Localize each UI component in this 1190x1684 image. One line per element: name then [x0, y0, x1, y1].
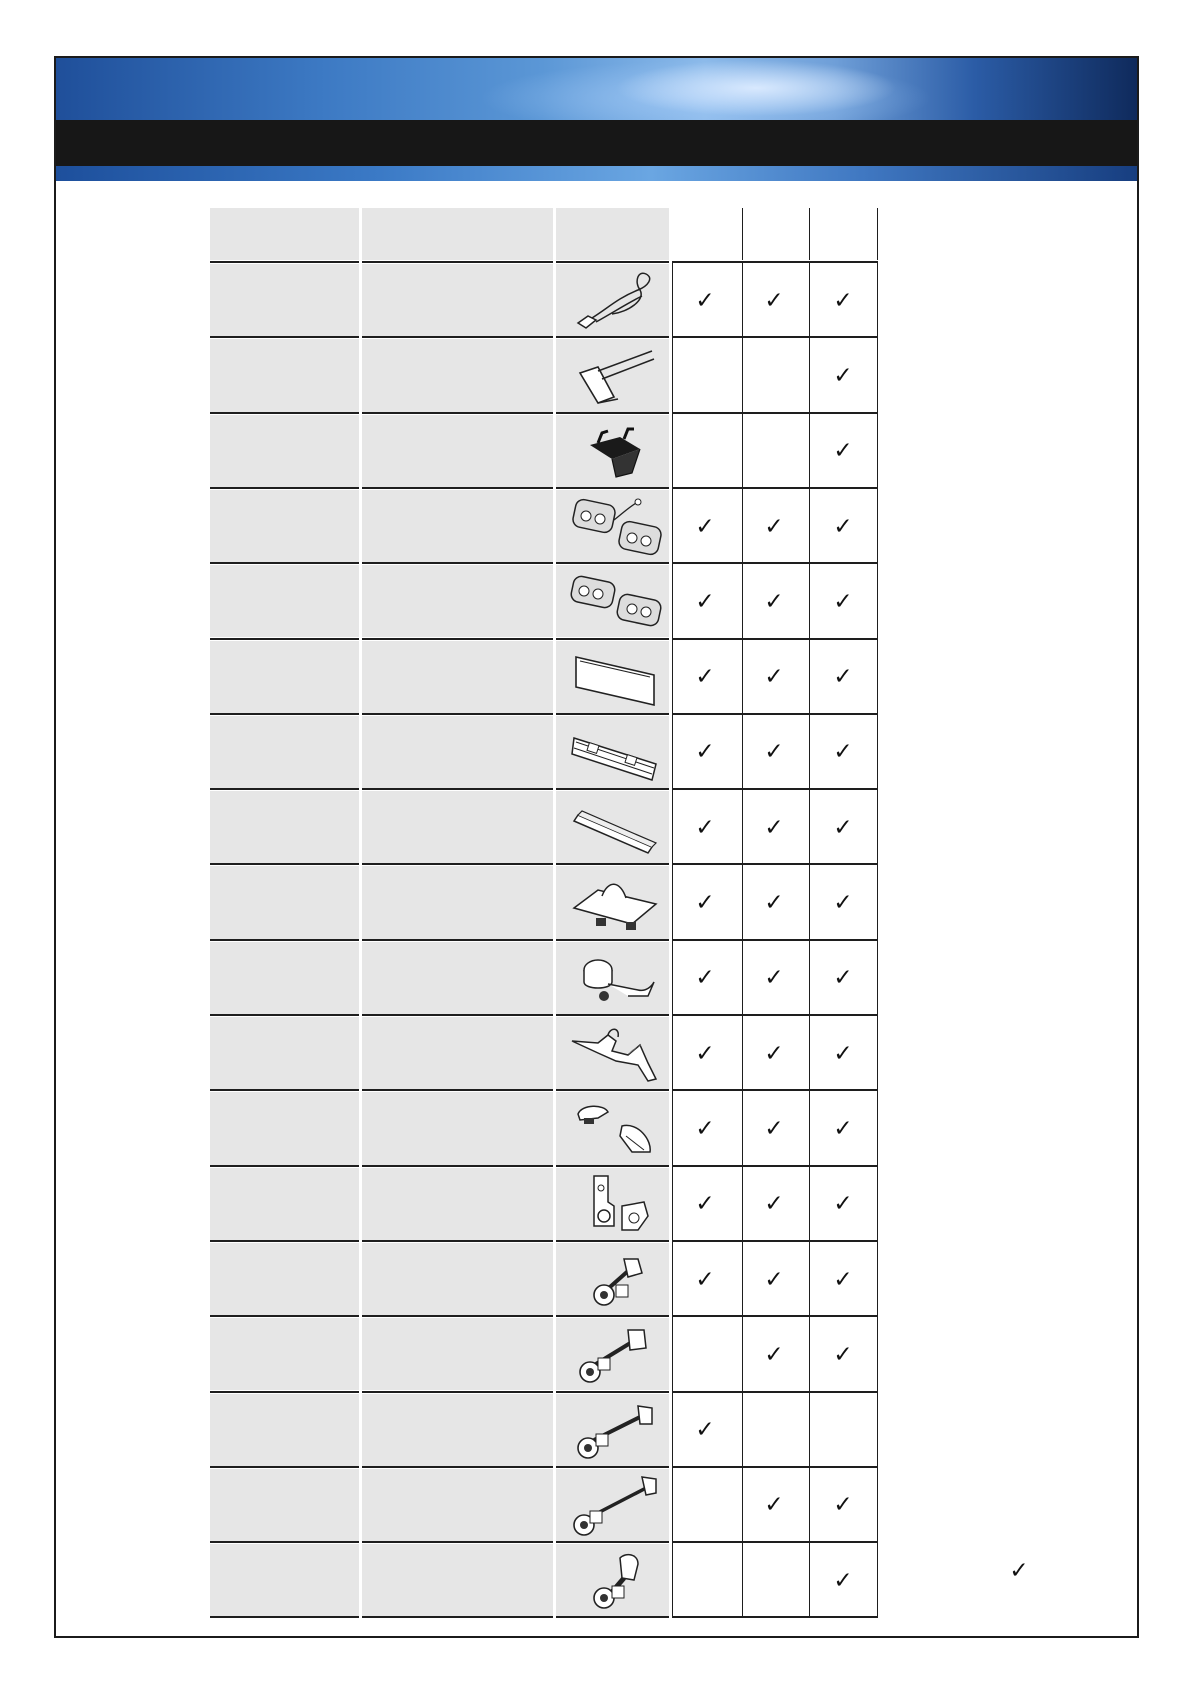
- row-divider-line: [210, 1391, 359, 1393]
- row-divider-line: [210, 487, 359, 489]
- scraper-icon: [568, 343, 664, 409]
- row-divider-line: [556, 412, 669, 414]
- check-mark: ✓: [833, 513, 853, 540]
- row-divider-line: [672, 562, 877, 564]
- row-divider-line: [556, 1089, 669, 1091]
- row-divider-line: [210, 1014, 359, 1016]
- check-mark: ✓: [695, 739, 715, 766]
- row-divider-line: [556, 638, 669, 640]
- row-divider-line: [362, 1391, 553, 1393]
- check-mark: ✓: [833, 814, 853, 841]
- column-divider: [877, 261, 878, 1618]
- row-divider-line: [672, 1165, 877, 1167]
- header-cell-image: [556, 208, 669, 260]
- row-divider-line: [210, 1466, 359, 1468]
- row-divider-line: [556, 788, 669, 790]
- row-divider-line: [672, 788, 877, 790]
- check-mark: ✓: [764, 664, 784, 691]
- check-mark: ✓: [764, 1341, 784, 1368]
- check-mark: ✓: [833, 438, 853, 465]
- strap-icon: [568, 268, 664, 334]
- check-mark: ✓: [833, 965, 853, 992]
- row-divider-line: [672, 1315, 877, 1317]
- check-mark: ✓: [764, 513, 784, 540]
- row-cell-description: [210, 942, 359, 1014]
- row-cell-name: [362, 565, 553, 637]
- check-mark: ✓: [695, 1417, 715, 1444]
- row-divider-line: [556, 336, 669, 338]
- row-divider-line: [210, 336, 359, 338]
- column-divider: [809, 261, 810, 1618]
- check-mark: ✓: [764, 1040, 784, 1067]
- check-mark: ✓: [764, 965, 784, 992]
- check-mark: ✓: [695, 814, 715, 841]
- row-cell-description: [210, 490, 359, 562]
- check-mark: ✓: [833, 739, 853, 766]
- row-divider-line: [362, 336, 553, 338]
- row-divider-line: [672, 487, 877, 489]
- row-cell-description: [210, 1168, 359, 1240]
- row-divider-line: [210, 261, 359, 263]
- row-divider-line: [210, 1541, 359, 1543]
- clip-icon: [568, 419, 664, 485]
- row-cell-name: [362, 1318, 553, 1390]
- row-cell-description: [210, 641, 359, 713]
- row-divider-line: [210, 939, 359, 941]
- row-divider-line: [362, 939, 553, 941]
- row-divider-line: [362, 788, 553, 790]
- row-divider-line: [362, 1089, 553, 1091]
- row-divider-line: [672, 1541, 877, 1543]
- row-cell-description: [210, 1469, 359, 1541]
- row-cell-name: [362, 942, 553, 1014]
- row-divider-line: [556, 261, 669, 263]
- row-divider-line: [362, 638, 553, 640]
- row-divider-line: [362, 1466, 553, 1468]
- header-title-bar: [56, 120, 1137, 166]
- frame-clamp-icon: [568, 1021, 664, 1087]
- check-mark: ✓: [833, 1191, 853, 1218]
- row-divider-line: [362, 412, 553, 414]
- header-accent-strip: [56, 166, 1137, 181]
- light-board-icon: [568, 569, 664, 635]
- row-divider-line: [672, 1089, 877, 1091]
- row-cell-description: [210, 415, 359, 487]
- row-divider-line: [210, 638, 359, 640]
- row-cell-description: [210, 1243, 359, 1315]
- check-mark: ✓: [764, 1115, 784, 1142]
- row-cell-name: [362, 791, 553, 863]
- bracket-icon: [568, 1172, 664, 1238]
- row-divider-line: [672, 863, 877, 865]
- check-mark: ✓: [695, 890, 715, 917]
- row-cell-description: [210, 791, 359, 863]
- row-cell-description: [210, 1092, 359, 1164]
- row-cell-name: [362, 1017, 553, 1089]
- rail-icon: [568, 720, 664, 786]
- check-mark: ✓: [833, 287, 853, 314]
- row-cell-description: [210, 866, 359, 938]
- check-mark: ✓: [695, 513, 715, 540]
- row-divider-line: [556, 713, 669, 715]
- check-mark: ✓: [833, 362, 853, 389]
- row-divider-line: [210, 788, 359, 790]
- row-divider-line: [672, 261, 877, 263]
- row-cell-name: [362, 490, 553, 562]
- row-divider-line: [556, 1014, 669, 1016]
- row-divider-line: [210, 1616, 359, 1618]
- row-divider-line: [672, 1616, 877, 1618]
- lock-key-icon: [568, 946, 664, 1012]
- check-mark: ✓: [764, 287, 784, 314]
- plate-holder-icon: [568, 645, 664, 711]
- row-divider-line: [556, 1165, 669, 1167]
- wheel-holder-icon: [568, 1096, 664, 1162]
- row-divider-line: [672, 1014, 877, 1016]
- row-divider-line: [672, 1466, 877, 1468]
- check-mark: ✓: [833, 890, 853, 917]
- wheel-tray-icon: [568, 870, 664, 936]
- row-divider-line: [672, 336, 877, 338]
- row-divider-line: [672, 412, 877, 414]
- row-cell-description: [210, 1394, 359, 1466]
- row-cell-description: [210, 1017, 359, 1089]
- row-cell-name: [362, 1092, 553, 1164]
- row-divider-line: [210, 1089, 359, 1091]
- row-divider-line: [210, 562, 359, 564]
- row-divider-line: [210, 1165, 359, 1167]
- header-cell-name: [362, 208, 553, 260]
- row-cell-name: [362, 866, 553, 938]
- check-mark: ✓: [833, 1567, 853, 1594]
- check-mark: ✓: [833, 664, 853, 691]
- row-divider-line: [672, 638, 877, 640]
- check-mark: ✓: [833, 1492, 853, 1519]
- row-divider-line: [672, 939, 877, 941]
- row-divider-line: [556, 1466, 669, 1468]
- check-mark: ✓: [764, 1191, 784, 1218]
- row-divider-line: [210, 412, 359, 414]
- row-divider-line: [556, 562, 669, 564]
- row-divider-line: [672, 1391, 877, 1393]
- row-divider-line: [556, 1315, 669, 1317]
- row-cell-name: [362, 264, 553, 336]
- row-divider-line: [362, 1616, 553, 1618]
- row-divider-line: [362, 1165, 553, 1167]
- check-mark: ✓: [833, 588, 853, 615]
- row-divider-line: [362, 1315, 553, 1317]
- row-divider-line: [362, 713, 553, 715]
- arm-medium-icon: [568, 1322, 664, 1388]
- row-cell-description: [210, 1544, 359, 1616]
- check-mark: ✓: [695, 1266, 715, 1293]
- row-cell-name: [362, 716, 553, 788]
- check-mark: ✓: [833, 1115, 853, 1142]
- check-mark: ✓: [695, 1191, 715, 1218]
- header-column-divider: [877, 208, 878, 260]
- check-mark: ✓: [695, 287, 715, 314]
- check-mark: ✓: [764, 588, 784, 615]
- row-divider-line: [362, 863, 553, 865]
- check-mark: ✓: [764, 1492, 784, 1519]
- check-mark: ✓: [695, 1115, 715, 1142]
- header-column-divider: [742, 208, 743, 260]
- check-mark: ✓: [695, 965, 715, 992]
- row-cell-description: [210, 264, 359, 336]
- check-mark: ✓: [695, 1040, 715, 1067]
- row-divider-line: [362, 1014, 553, 1016]
- row-cell-name: [362, 339, 553, 411]
- arm-angled-icon: [568, 1548, 664, 1614]
- row-cell-description: [210, 716, 359, 788]
- check-mark: ✓: [764, 739, 784, 766]
- row-cell-description: [210, 1318, 359, 1390]
- check-mark: ✓: [764, 890, 784, 917]
- row-divider-line: [556, 1391, 669, 1393]
- row-cell-name: [362, 1243, 553, 1315]
- row-divider-line: [362, 1541, 553, 1543]
- check-mark: ✓: [833, 1341, 853, 1368]
- arm-long-icon: [568, 1398, 664, 1464]
- row-divider-line: [210, 1315, 359, 1317]
- row-cell-name: [362, 1168, 553, 1240]
- row-divider-line: [672, 713, 877, 715]
- row-cell-name: [362, 1544, 553, 1616]
- row-divider-line: [210, 713, 359, 715]
- row-divider-line: [556, 863, 669, 865]
- column-divider: [742, 261, 743, 1618]
- strip-icon: [568, 795, 664, 861]
- column-divider: [672, 261, 673, 1618]
- check-mark: ✓: [833, 1040, 853, 1067]
- row-divider-line: [362, 1240, 553, 1242]
- row-divider-line: [210, 863, 359, 865]
- row-divider-line: [556, 487, 669, 489]
- row-cell-name: [362, 641, 553, 713]
- check-mark: ✓: [764, 814, 784, 841]
- arm-xlong-icon: [568, 1473, 664, 1539]
- check-mark: ✓: [695, 664, 715, 691]
- check-mark: ✓: [833, 1266, 853, 1293]
- row-divider-line: [210, 1240, 359, 1242]
- row-divider-line: [556, 939, 669, 941]
- row-cell-description: [210, 339, 359, 411]
- row-cell-name: [362, 415, 553, 487]
- header-column-divider: [809, 208, 810, 260]
- row-divider-line: [556, 1541, 669, 1543]
- row-divider-line: [362, 261, 553, 263]
- row-cell-name: [362, 1469, 553, 1541]
- row-divider-line: [362, 487, 553, 489]
- legend-check-mark: ✓: [1009, 1558, 1029, 1584]
- arm-short-icon: [568, 1247, 664, 1313]
- row-divider-line: [556, 1616, 669, 1618]
- check-mark: ✓: [764, 1266, 784, 1293]
- light-board-cable-icon: [568, 494, 664, 560]
- row-cell-description: [210, 565, 359, 637]
- check-mark: ✓: [695, 588, 715, 615]
- row-cell-name: [362, 1394, 553, 1466]
- row-divider-line: [672, 1240, 877, 1242]
- header-cell-description: [210, 208, 359, 260]
- row-divider-line: [362, 562, 553, 564]
- row-divider-line: [556, 1240, 669, 1242]
